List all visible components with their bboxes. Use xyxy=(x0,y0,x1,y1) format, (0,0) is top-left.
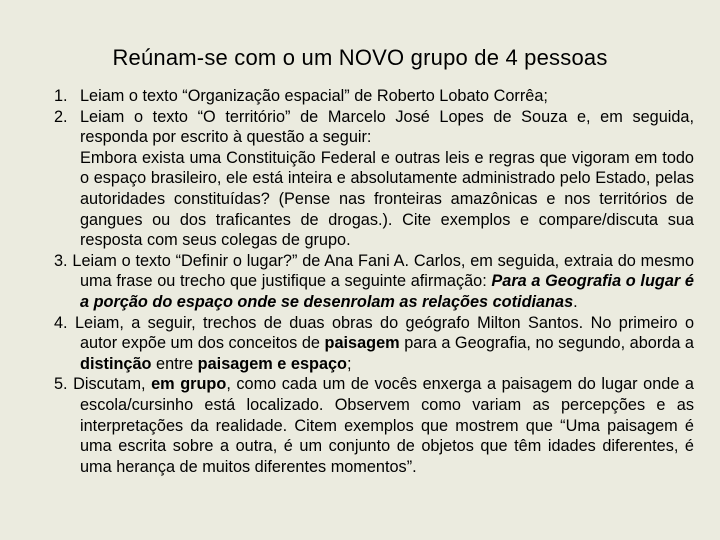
item-text-end: . xyxy=(573,292,578,311)
list-item-1 xyxy=(54,86,694,107)
item-number: 1. xyxy=(54,87,68,105)
item-number: 4. xyxy=(54,313,68,332)
list-item-4 xyxy=(54,313,694,375)
bold-term: distinção xyxy=(80,354,152,373)
bold-term: paisagem e espaço xyxy=(197,354,347,373)
item-number: 5. xyxy=(54,375,68,394)
item-text-end: , como cada um de vocês enxerga a paisagem do lugar onde a escola/cursinho está localizado. Observem como variam as percepções e as interpretações da realidade. Citem exemplos que mostrem que “Uma paisagem é uma escrita sobre a outra, é um conjunto de objetos que têm idades diferentes, é uma herança de muitos diferentes momentos”. xyxy=(80,375,694,476)
bold-term: paisagem xyxy=(324,334,400,353)
list-item-2 xyxy=(54,107,694,251)
item-text: Leiam o texto “O território” de Marcelo José Lopes de Souza e, em seguida, responda por escrito à questão a seguir: xyxy=(80,107,694,147)
item-text: Leiam o texto “Organização espacial” de Roberto Lobato Corrêa; xyxy=(80,87,548,105)
emphasis-statement: Para a Geografia o lugar é a porção do espaço onde se desenrolam as relações cotidianas xyxy=(80,272,694,311)
question-text: Embora exista uma Constituição Federal e outras leis e regras que vigoram em todo o espaço brasileiro, ele está inteira e absolutamente administrado pelo Estado, pelas autoridades constituídas? (Pense nas fronteiras amazônicas e nos territórios de gangues ou dos traficantes de drogas.). Cite exemplos e compare/discuta sua resposta com seus colegas de grupo. xyxy=(80,148,694,250)
instruction-list xyxy=(54,86,694,477)
item-text-mid: entre xyxy=(156,354,194,373)
item-text: Leiam o texto “Definir o lugar?” de Ana Fani A. Carlos, em seguida, extraia do mesmo uma frase ou trecho que justifique a seguinte afirmação: xyxy=(72,251,695,291)
slide-title: Reúnam-se com o um NOVO grupo de 4 pessoas xyxy=(112,45,608,70)
bold-term: em grupo xyxy=(151,375,227,394)
item-text: Discutam, xyxy=(73,375,146,394)
item-number: 2. xyxy=(54,107,68,126)
list-item-5 xyxy=(54,374,694,477)
item-text-end: ; xyxy=(347,354,352,373)
item-text-mid: para a Geografia, no segundo, aborda a xyxy=(404,334,694,353)
item-text: Leiam, a seguir, trechos de duas obras do geógrafo Milton Santos. No primeiro o autor expõe um dos conceitos de xyxy=(74,313,694,353)
list-item-3 xyxy=(54,251,694,313)
item-number: 3. xyxy=(54,251,68,270)
